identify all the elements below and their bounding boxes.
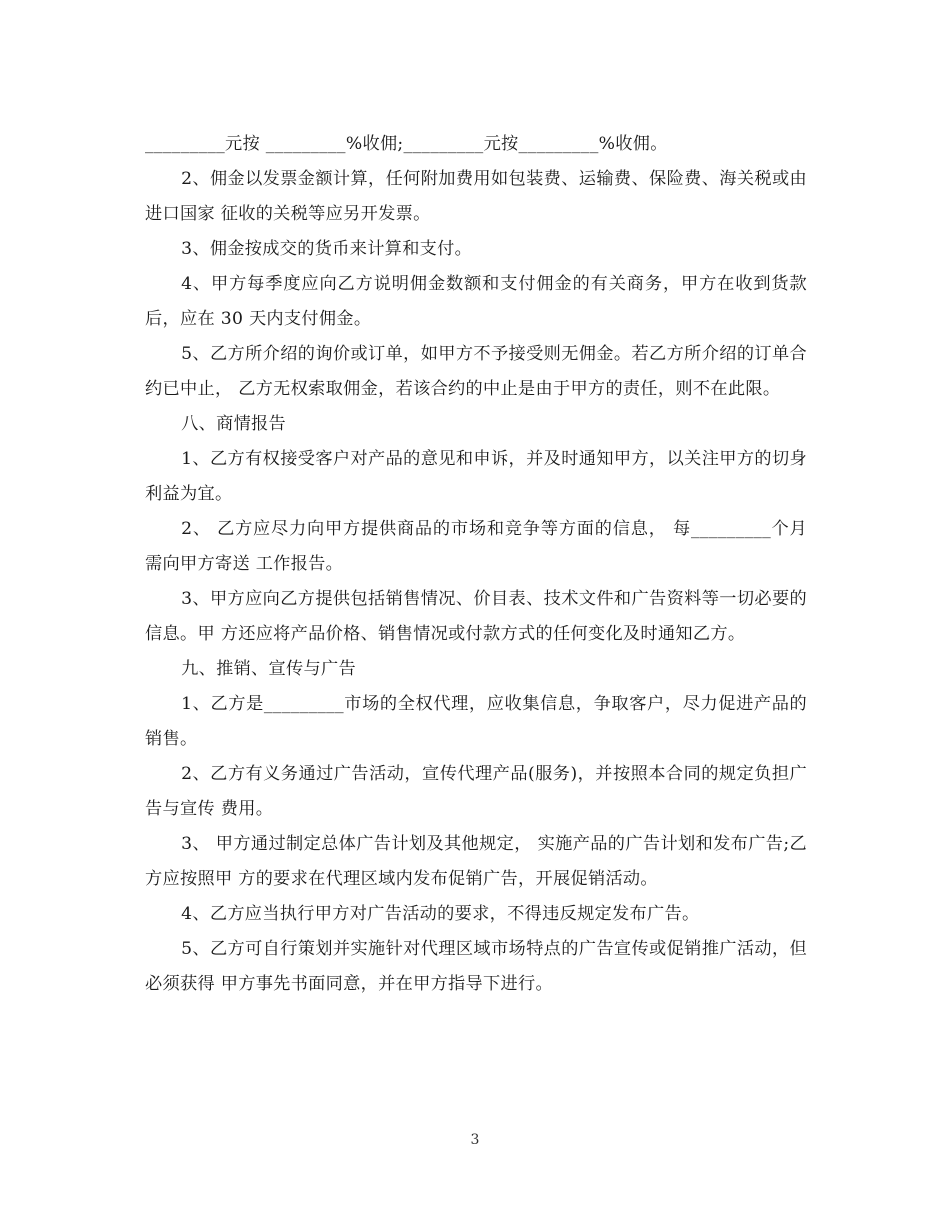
- paragraph-commission-payment: 4、甲方每季度应向乙方说明佣金数额和支付佣金的有关商务，甲方在收到货款后，应在 30 天内支付佣金。: [145, 274, 807, 329]
- paragraph-commission-invoice: 2、佣金以发票金额计算，任何附加费用如包装费、运输费、保险费、海关税或由进口国家 征收的关税等应另开发票。: [145, 169, 807, 224]
- paragraph-report-information: 2、 乙方应尽力向甲方提供商品的市场和竞争等方面的信息， 每_________个月需向甲方寄送 工作报告。: [145, 519, 807, 574]
- paragraph-commission-rates: _________元按 _________%收佣;_________元按_________%收佣。: [145, 134, 668, 154]
- paragraph-commission-exceptions: 5、乙方所介绍的询价或订单，如甲方不予接受则无佣金。若乙方所介绍的订单合约已中止， 乙方无权索取佣金，若该合约的中止是由于甲方的责任，则不在此限。: [145, 344, 807, 399]
- paragraph-report-materials: 3、甲方应向乙方提供包括销售情况、价目表、技术文件和广告资料等一切必要的信息。甲 方还应将产品价格、销售情况或付款方式的任何变化及时通知乙方。: [145, 589, 807, 644]
- section-heading-promotion: 九、推销、宣传与广告: [181, 659, 356, 679]
- paragraph-promotion-approval: 5、乙方可自行策划并实施针对代理区域市场特点的广告宣传或促销推广活动，但必须获得 甲方事先书面同意，并在甲方指导下进行。: [145, 939, 807, 994]
- section-heading-market-report: 八、商情报告: [181, 414, 287, 434]
- paragraph-promotion-agency: 1、乙方是_________市场的全权代理，应收集信息，争取客户，尽力促进产品的销售。: [145, 694, 807, 749]
- page-number: 3: [470, 1132, 480, 1148]
- paragraph-report-feedback: 1、乙方有权接受客户对产品的意见和申诉，并及时通知甲方，以关注甲方的切身利益为宜。: [145, 449, 807, 504]
- document-body: [145, 127, 807, 1002]
- paragraph-commission-currency: 3、佣金按成交的货币来计算和支付。: [181, 239, 473, 259]
- paragraph-promotion-obligation: 2、乙方有义务通过广告活动，宣传代理产品(服务)，并按照本合同的规定负担广告与宣传 费用。: [145, 764, 807, 819]
- paragraph-promotion-compliance: 4、乙方应当执行甲方对广告活动的要求，不得违反规定发布广告。: [181, 904, 700, 924]
- paragraph-promotion-plan: 3、 甲方通过制定总体广告计划及其他规定， 实施产品的广告计划和发布广告;乙方应按照甲 方的要求在代理区域内发布促销广告，开展促销活动。: [145, 834, 807, 889]
